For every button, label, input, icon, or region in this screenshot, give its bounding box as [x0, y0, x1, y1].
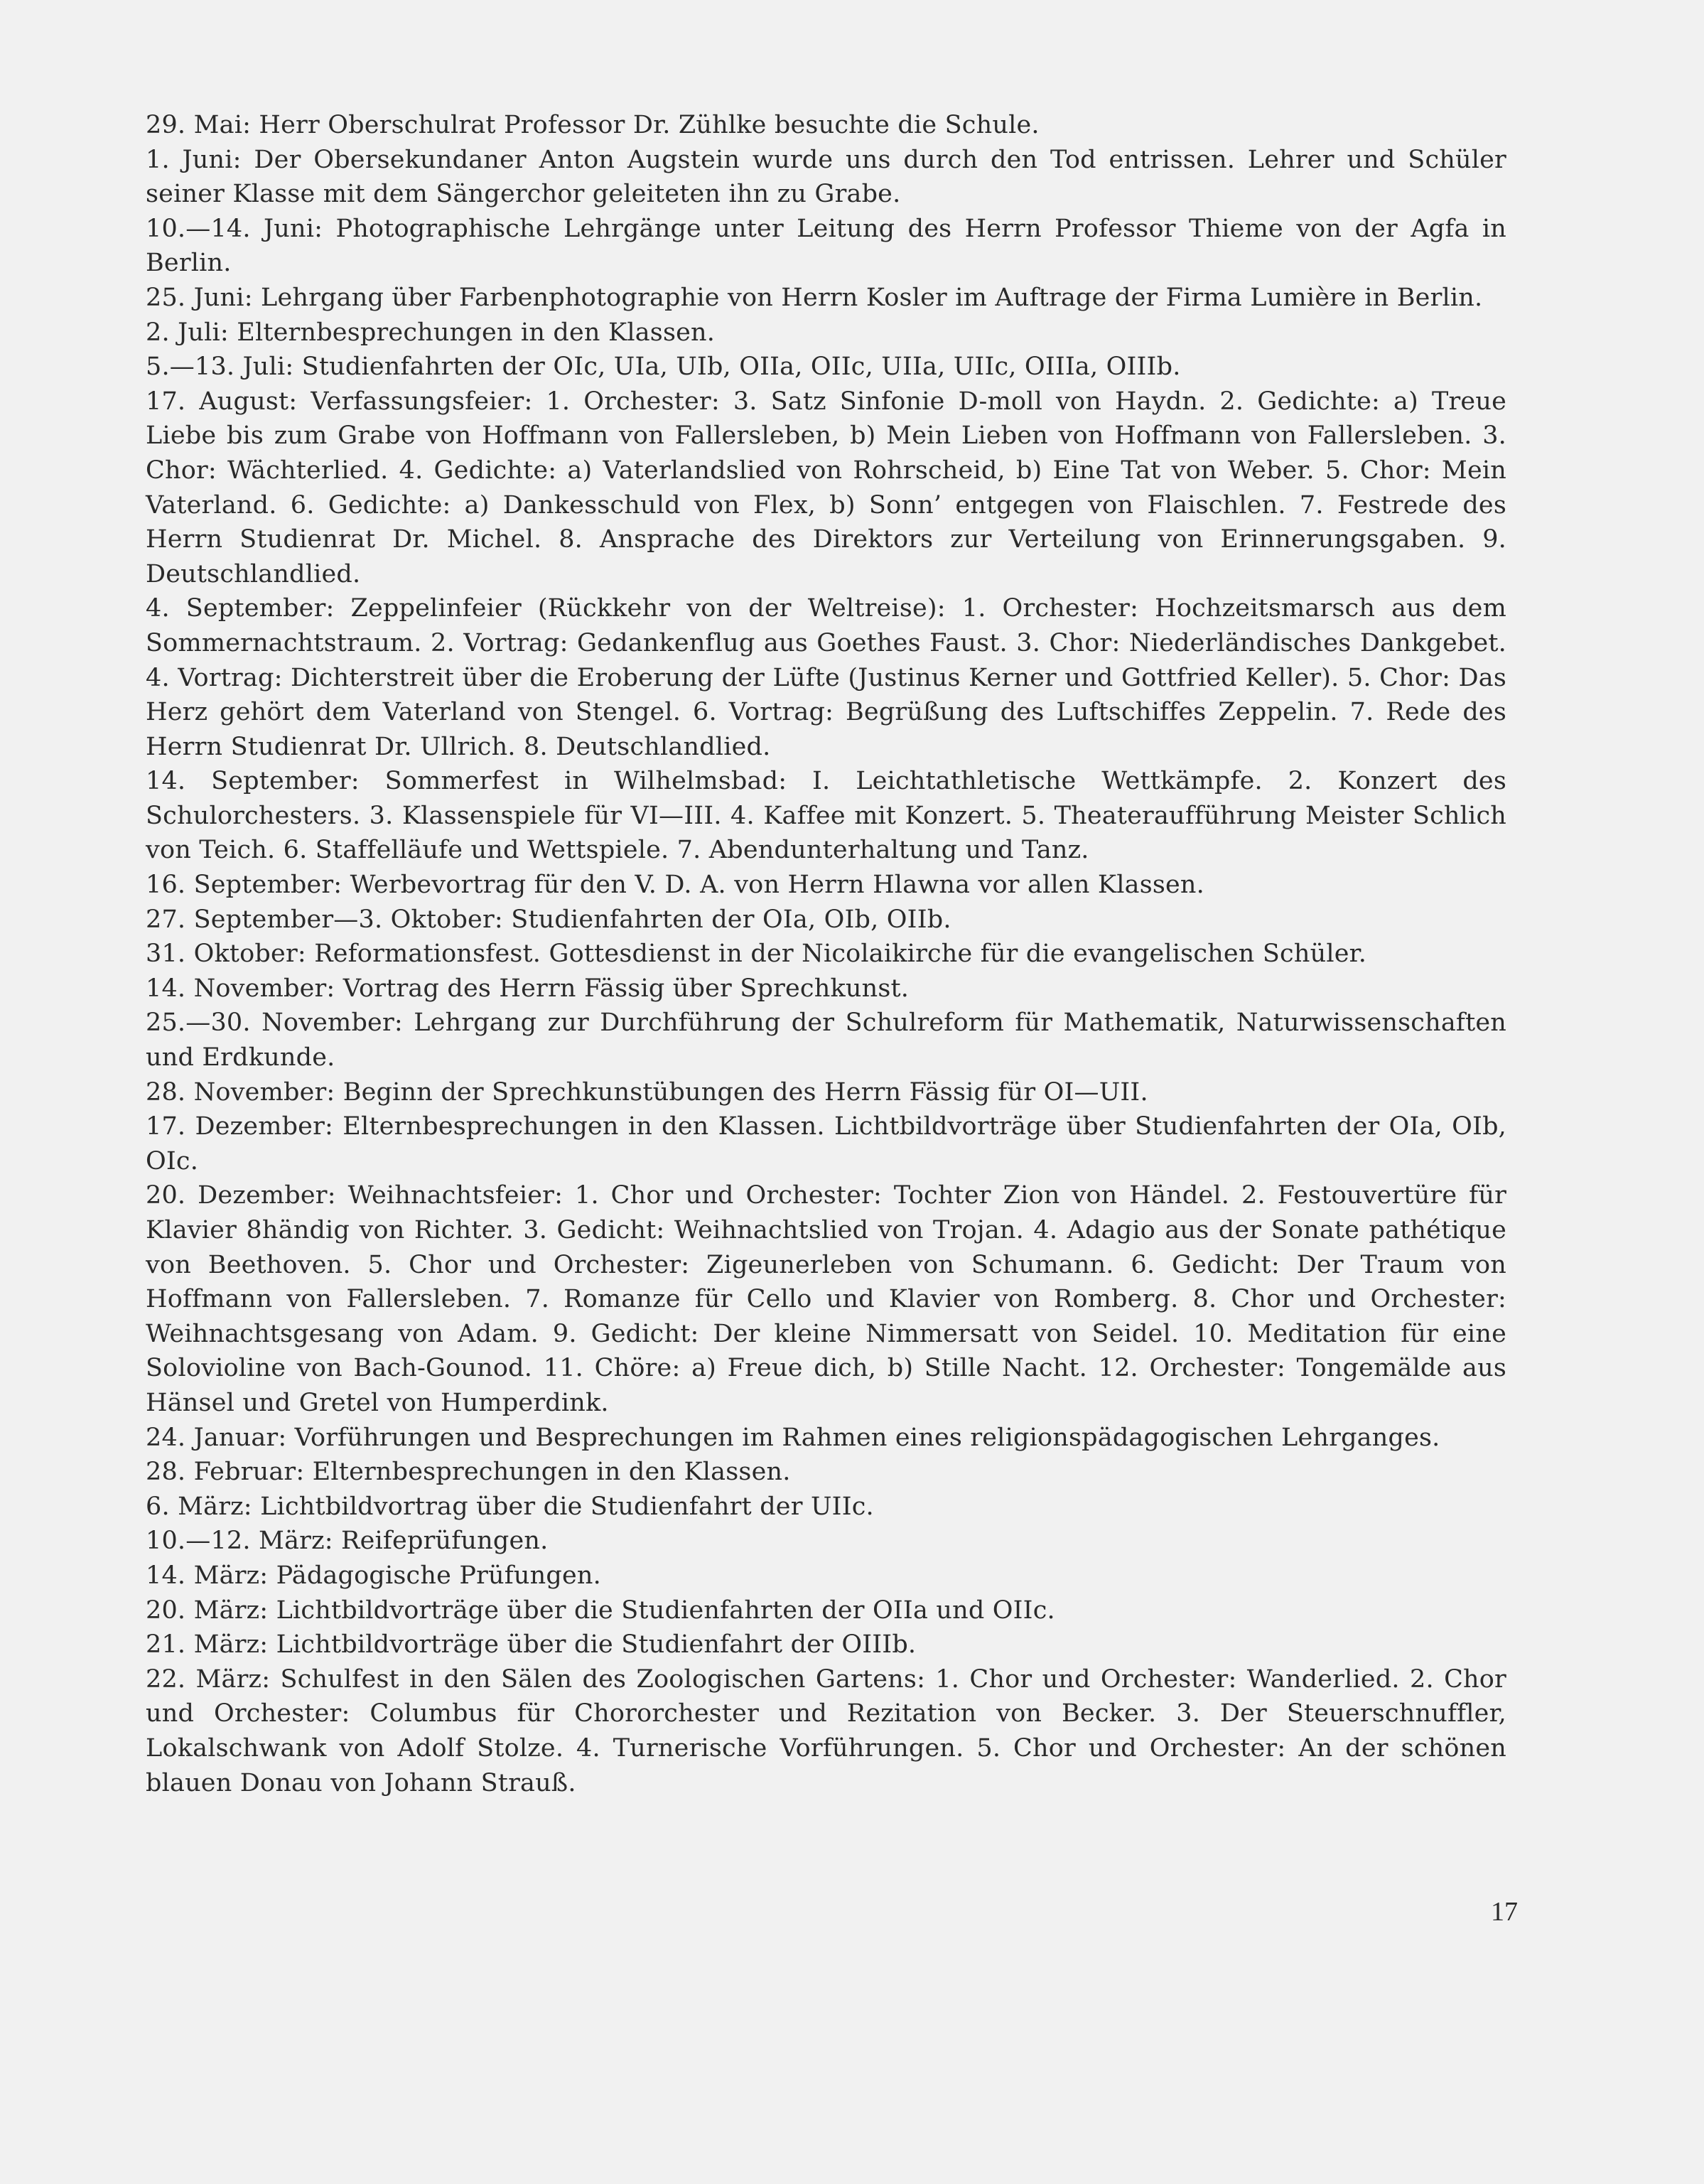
chronicle-entry: 20. März: Lichtbildvorträge über die Studienfahrten der OIIa und OIIc. [146, 1596, 1055, 1625]
chronicle-entry: 31. Oktober: Reformationsfest. Gottesdienst in der Nicolaikirche für die evangelischen Schüler. [146, 940, 1367, 969]
chronicle-entry: 4. September: Zeppelinfeier (Rückkehr von der Weltreise): 1. Orchester: Hochzeitsmarsch aus dem Sommernachtstraum. 2. Vortrag: Gedankenflug aus Goethes Faust. 3. Chor: Niederländisches Dankgebet. 4. Vortrag: Dichterstreit über die Eroberung der Lüfte (Justinus Kerner und Gottfried Keller). 5. Chor: Das Herz gehört dem Vaterland von Stengel. 6. Vortrag: Begrüßung des Luftschiffes Zeppelin. 7. Rede des Herrn Studienrat Dr. Ullrich. 8. Deutschlandlied. [146, 594, 1506, 761]
chronicle-entry: 14. September: Sommerfest in Wilhelmsbad: I. Leichtathletische Wettkämpfe. 2. Konzert des Schulorchesters. 3. Klassenspiele für VI—III. 4. Kaffee mit Konzert. 5. Theateraufführung Meister Schlich von Teich. 6. Staffelläufe und Wettspiele. 7. Abendunterhaltung und Tanz. [146, 767, 1506, 865]
chronicle-entry: 6. März: Lichtbildvortrag über die Studienfahrt der UIIc. [146, 1492, 874, 1521]
chronicle-entry: 24. Januar: Vorführungen und Besprechungen im Rahmen eines religionspädagogischen Lehrganges. [146, 1423, 1440, 1452]
chronicle-entry: 17. August: Verfassungsfeier: 1. Orchester: 3. Satz Sinfonie D-moll von Haydn. 2. Gedichte: a) Treue Liebe bis zum Grabe von Hoffmann von Fallersleben, b) Mein Lieben von Hoffmann von Fallersleben. 3. Chor: Wächterlied. 4. Gedichte: a) Vaterlandslied von Rohrscheid, b) Eine Tat von Weber. 5. Chor: Mein Vaterland. 6. Gedichte: a) Dankesschuld von Flex, b) Sonn’ entgegen von Flaischlen. 7. Festrede des Herrn Studienrat Dr. Michel. 8. Ansprache des Direktors zur Verteilung von Erinnerungsgaben. 9. Deutschlandlied. [146, 387, 1506, 588]
chronicle-entry: 10.—14. Juni: Photographische Lehrgänge unter Leitung des Herrn Professor Thieme von der Agfa in Berlin. [146, 214, 1506, 278]
chronicle-entry: 16. September: Werbevortrag für den V. D. A. von Herrn Hlawna vor allen Klassen. [146, 871, 1204, 900]
chronicle-entry: 28. Februar: Elternbesprechungen in den Klassen. [146, 1458, 791, 1487]
chronicle-entry: 22. März: Schulfest in den Sälen des Zoologischen Gartens: 1. Chor und Orchester: Wanderlied. 2. Chor und Orchester: Columbus für Chororchester und Rezitation von Becker. 3. Der Steuerschnuffler, Lokalschwank von Adolf Stolze. 4. Turnerische Vorführungen. 5. Chor und Orchester: An der schönen blauen Donau von Johann Strauß. [146, 1664, 1506, 1797]
chronicle-entries [146, 108, 1506, 1800]
chronicle-entry: 17. Dezember: Elternbesprechungen in den Klassen. Lichtbildvorträge über Studienfahrten der OIa, OIb, OIc. [146, 1112, 1506, 1176]
chronicle-entry: 28. November: Beginn der Sprechkunstübungen des Herrn Fässig für OI—UII. [146, 1077, 1148, 1107]
chronicle-entry: 29. Mai: Herr Oberschulrat Professor Dr. Zühlke besuchte die Schule. [146, 111, 1040, 139]
chronicle-entry: 25.—30. November: Lehrgang zur Durchführung der Schulreform für Mathematik, Naturwissenschaften und Erdkunde. [146, 1008, 1506, 1072]
chronicle-entry: 21. März: Lichtbildvorträge über die Studienfahrt der OIIIb. [146, 1630, 917, 1659]
chronicle-entry: 2. Juli: Elternbesprechungen in den Klassen. [146, 318, 716, 347]
chronicle-entry: 27. September—3. Oktober: Studienfahrten der OIa, OIb, OIIb. [146, 905, 951, 934]
chronicle-entry: 14. März: Pädagogische Prüfungen. [146, 1561, 601, 1590]
chronicle-entry: 25. Juni: Lehrgang über Farbenphotographie von Herrn Kosler im Auftrage der Firma Lumière in Berlin. [146, 283, 1483, 312]
chronicle-entry: 14. November: Vortrag des Herrn Fässig über Sprechkunst. [146, 974, 910, 1003]
chronicle-entry: 1. Juni: Der Obersekundaner Anton Augstein wurde uns durch den Tod entrissen. Lehrer und Schüler seiner Klasse mit dem Sängerchor geleiteten ihn zu Grabe. [146, 145, 1506, 209]
chronicle-entry: 5.—13. Juli: Studienfahrten der OIc, UIa, UIb, OIIa, OIIc, UIIa, UIIc, OIIIa, OIIIb. [146, 353, 1181, 382]
page-number: 17 [1491, 1897, 1518, 1927]
chronicle-entry: 10.—12. März: Reifeprüfungen. [146, 1527, 549, 1556]
chronicle-entry: 20. Dezember: Weihnachtsfeier: 1. Chor und Orchester: Tochter Zion von Händel. 2. Festouvertüre für Klavier 8händig von Richter. 3. Gedicht: Weihnachtslied von Trojan. 4. Adagio aus der Sonate pathétique von Beethoven. 5. Chor und Orchester: Zigeunerleben von Schumann. 6. Gedicht: Der Traum von Hoffmann von Fallersleben. 7. Romanze für Cello und Klavier von Romberg. 8. Chor und Orchester: Weihnachtsgesang von Adam. 9. Gedicht: Der kleine Nimmersatt von Seidel. 10. Meditation für eine Solovioline von Bach-Gounod. 11. Chöre: a) Freue dich, b) Stille Nacht. 12. Orchester: Tongemälde aus Hänsel und Gretel von Humperdink. [146, 1181, 1506, 1417]
